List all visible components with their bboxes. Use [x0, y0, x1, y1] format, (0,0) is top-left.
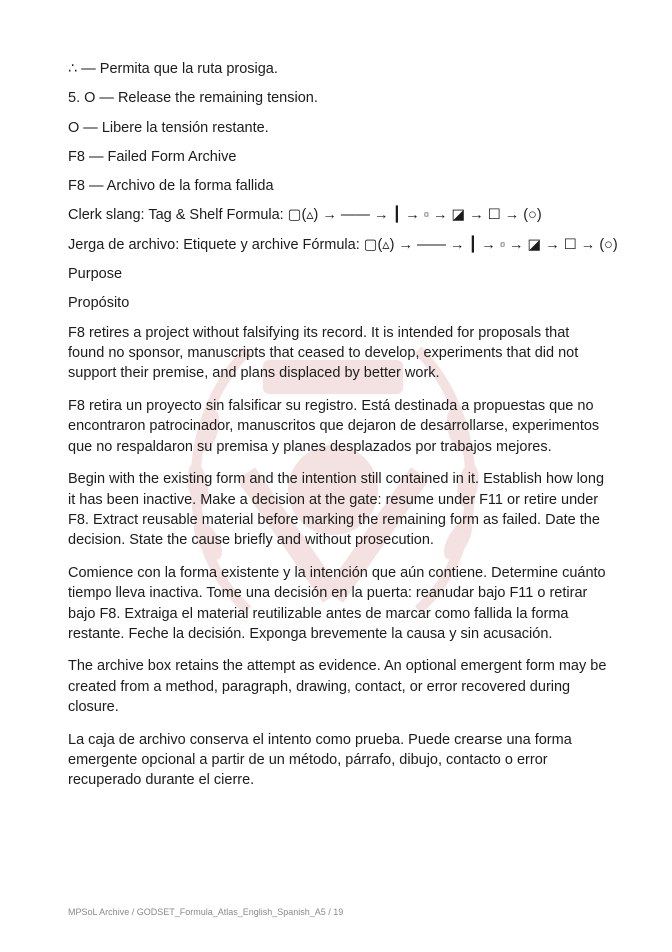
page-footer: MPSoL Archive / GODSET_Formula_Atlas_English_Spanish_A5 / 19 — [68, 907, 344, 917]
paragraph: F8 retires a project without falsifying its record. It is intended for proposals that found no sponsor, manuscripts that ceased to develop, experiments that did not support their premise, and plans displaced by better work. — [68, 324, 579, 382]
subheading: Purpose — [68, 266, 123, 283]
formula-line: Jerga de archivo: Etiquete y archive Fórmula: ▢(▵) → —— → ┃ → ▫ → ◪ → ☐ → (○) — [68, 236, 618, 253]
paragraph: The archive box retains the attempt as evidence. An optional emergent form may be created from a method, paragraph, drawing, contact, or error recovered during closure. — [68, 658, 607, 716]
formula-line: Clerk slang: Tag & Shelf Formula: ▢(▵) → —— → ┃ → ▫ → ◪ → ☐ → (○) — [68, 207, 542, 224]
document-body — [68, 59, 618, 803]
paragraph: Begin with the existing form and the intention still contained in it. Establish how long it has been inactive. Make a decision at the gate: resume under F11 or retire under F8. Extract reusable material before marking the remaining form as failed. Date the decision. State the cause briefly and without prosecution. — [68, 471, 605, 549]
section-heading: F8 — Archivo de la forma fallida — [68, 178, 274, 195]
text-line: 5. O — Release the remaining tension. — [68, 90, 318, 107]
paragraph: La caja de archivo conserva el intento como prueba. Puede crearse una forma emergente opcional a partir de un método, párrafo, dibujo, contacto o error recuperado durante el cierre. — [68, 731, 572, 789]
text-line: O — Libere la tensión restante. — [68, 119, 269, 136]
paragraph: Comience con la forma existente y la intención que aún contiene. Determine cuánto tiempo lleva inactiva. Tome una decisión en la puerta: reanudar bajo F11 o retirar bajo F8. Extraiga el material reutilizable antes de marcar como fallida la forma restante. Feche la decisión. Exponga brevemente la causa y sin acusación. — [68, 564, 606, 642]
section-heading: F8 — Failed Form Archive — [68, 148, 237, 165]
text-line: ∴ — Permita que la ruta prosiga. — [68, 61, 278, 77]
paragraph: F8 retira un proyecto sin falsificar su registro. Está destinada a propuestas que no encontraron patrocinador, manuscritos que dejaron de desarrollarse, experimentos que no respaldaron su premisa y planes desplazados por trabajos mejores. — [68, 397, 600, 455]
subheading: Propósito — [68, 295, 130, 312]
